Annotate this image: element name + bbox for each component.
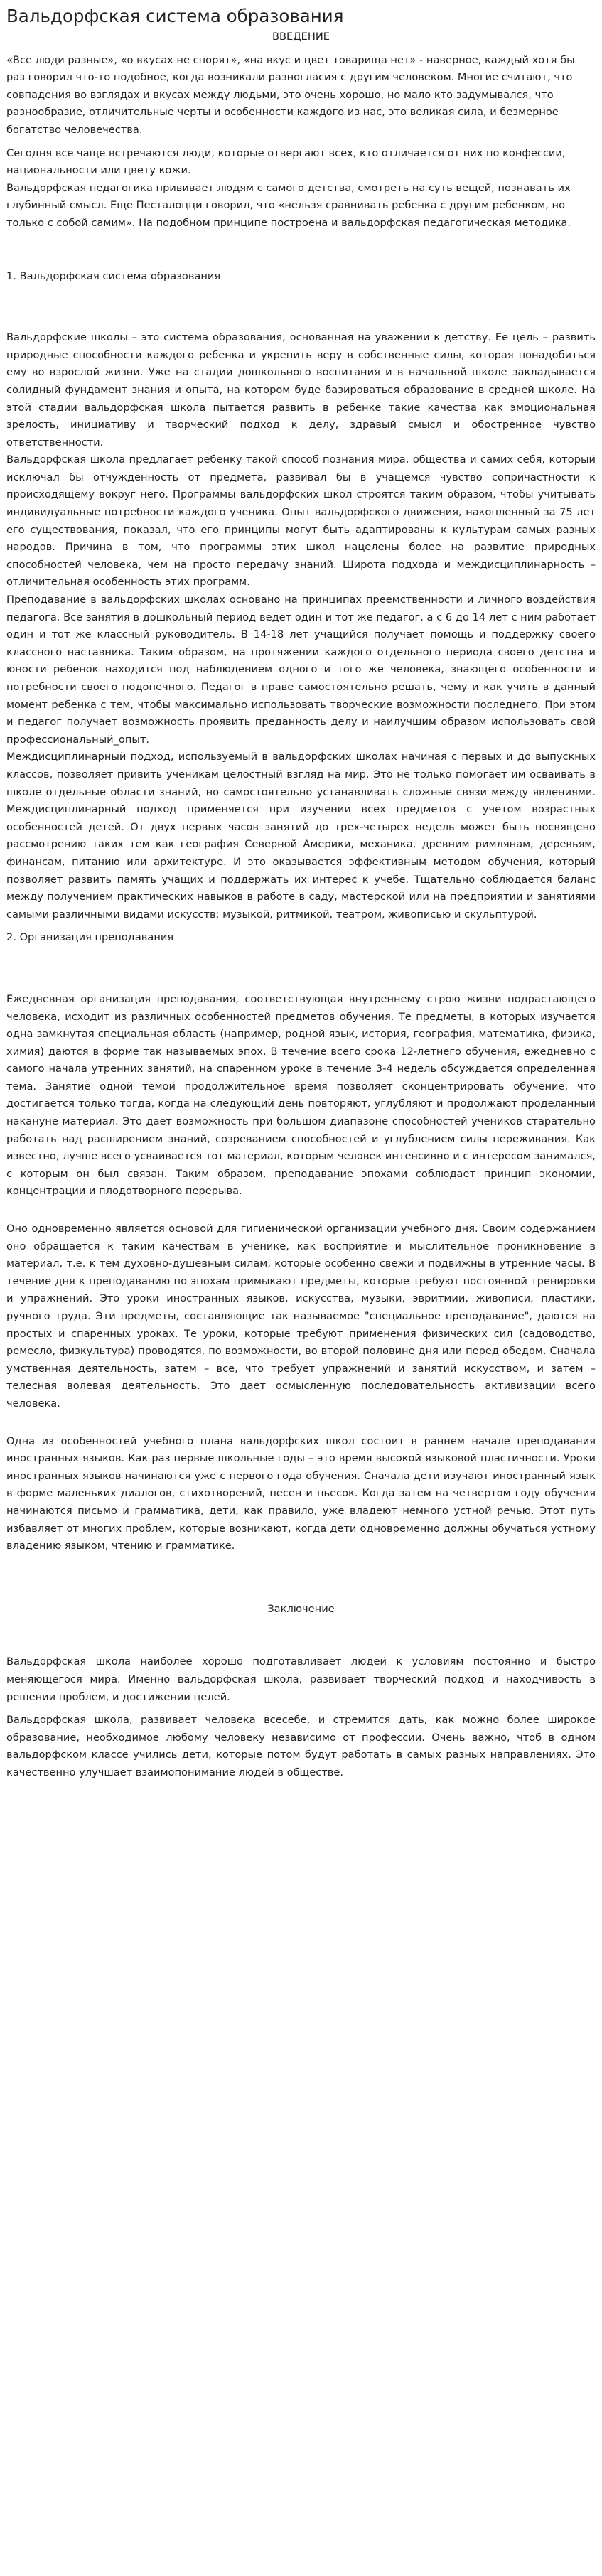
section-1-body [6,329,596,923]
intro-paragraph-1: «Все люди разные», «о вкусах не спорят», «на вкус и цвет товарища нет» - наверное, каждый хотя бы раз говорил что-то подобное, когда возникали разногласия с другим человеком. Многие считают, что совпадения во взглядах и вкусах между людьми, это очень хорошо, но мало кто задумывался, что разнообразие, отличительные черты и особенности каждого из нас, это великая сила, и безмерное богатство человечества. [6,53,575,136]
section-2-paragraph-2: Оно одновременно является основой для гигиенической организации учебного дня. Своим содержанием оно обращается к таким качествам в ученике, как восприятие и мыслительное проникновение в материал, т.е. к тем духовно-душевным силам, которые особенно свежи и подвижны в утренние часы. В течение дня к преподаванию по эпохам примыкают предметы, которые требуют постоянной тренировки и упражнений. Это уроки иностранных языков, искусства, музыки, эвритмии, живописи, пластики, ручного труда. Эти предметы, составляющие так называемое "специальное преподавание", даются на простых и спаренных уроках. Те уроки, которые требуют применения физических сил (садоводство, ремесло, физкультура) проводятся, по возможности, во второй половине дня или перед обедом. Сначала умственная деятельность, затем – все, что требует упражнений и занятий искусством, и затем – телесная волевая деятельность. Это дает осмысленную последовательность активизации всего человека. [6,1223,596,1410]
section-2-body [6,991,596,1555]
conclusion-paragraph-1: Вальдорфская школа наиболее хорошо подготавливает людей к условиям постоянно и быстро меняющегося мира. Именно вальдорфская школа, развивает творческий подход и находчивость в решении проблем, и достижении целей. [6,1655,596,1703]
section-1-paragraph-2: Вальдорфская школа предлагает ребенку такой способ познания мира, общества и самих себя, который исключал бы отчужденность от предмета, развивал бы в учащемся чувство сопричастности к происходящему вокруг него. Программы вальдорфских школ строятся таким образом, чтобы учитывать индивидуальные потребности каждого ученика. Опыт вальдорфского движения, накопленный за 75 лет его существования, показал, что его принципы могут быть адаптированы к культурам самых разных народов. Причина в том, что программы этих школ нацелены более на развитие природных способностей человека, чем на просто передачу знаний. Широта подхода и междисциплинарность – отличительная особенность этих программ. [6,454,596,589]
conclusion-body [6,1653,596,1781]
intro-paragraph-2: Сегодня все чаще встречаются люди, которые отвергают всех, кто отличается от них по конфессии, национальности или цвету кожи. [6,146,566,177]
intro-heading: ВВЕДЕНИЕ [272,31,330,43]
conclusion-heading: Заключение [267,1602,335,1615]
page-title: Вальдорфская система образования [6,6,344,26]
section-2-paragraph-1: Ежедневная организация преподавания, соответствующая внутреннему строю жизни подрастающего человека, исходит из различных особенностей предметов обучения. Те предметы, в которых изучается одна замкнутая специальная область (например, родной язык, история, география, математика, физика, химия) даются в форме так называемых эпох. В течение всего срока 12-летнего обучения, ежедневно с самого начала утренних занятий, на спаренном уроке в течение 3-4 недель обсуждается определенная тема. Занятие одной темой продолжительное время позволяет сконцентрировать обучение, что достигается только тогда, когда на следующий день повторяют, углубляют и продолжают проделанный накануне материал. Это дает возможность при большом диапазоне способностей учеников старательно работать над расширением знаний, созреванием способностей и углублением силы переживания. Как известно, лучше всего усваивается тот материал, которым человек интенсивно и с интересом занимался, с которым он был связан. Таким образом, преподавание эпохами соблюдает принцип экономии, концентрации и плодотворного перерыва. [6,992,596,1198]
section-1-heading: 1. Вальдорфская система образования [6,269,221,282]
conclusion-paragraph-2: Вальдорфская школа, развивает человека всесебе, и стремится дать, как можно более широкое образование, необходимое любому человеку независимо от профессии. Очень важно, чтоб в одном вальдорфском классе учились дети, которые потом будут работать в самых разных направлениях. Это качественно улучшает взаимопонимание людей в обществе. [6,1714,596,1778]
section-2-paragraph-3: Одна из особенностей учебного плана вальдорфских школ состоит в раннем начале преподавания иностранных языков. Как раз первые школьные годы – это время высокой языковой пластичности. Уроки иностранных языков начинаются уже с первого года обучения. Сначала дети изучают иностранный язык в форме маленьких диалогов, стихотворений, песен и пьесок. Когда затем на четвертом году обучения начинаются письмо и грамматика, дети, как правило, уже владеют немного устной речью. Этот путь избавляет от многих проблем, которые возникают, когда дети одновременно должны обучаться устному владению языком, чтению и грамматике. [6,1434,596,1552]
section-1-paragraph-3: Преподавание в вальдорфских школах основано на принципах преемственности и личного воздействия педагога. Все занятия в дошкольный период ведет один и тот же педагог, а с 6 до 14 лет с ним работает один и тот же классный руководитель. В 14-18 лет учащийся получает помощь и поддержку своего классного наставника. Таким образом, на протяжении каждого отдельного периода своего детства и юности ребенок находится под наблюдением одного и того же человека, знающего особенности и потребности своего подопечного. Педагог в праве самостоятельно решать, чему и как учить в данный момент ребенка с тем, чтобы максимально использовать творческие возможности последнего. При этом и педагог получает возможность проявить преданность делу и наилучшим образом использовать свой профессиональный_опыт. [6,594,596,746]
intro-paragraph-3: Вальдорфская педагогика прививает людям с самого детства, смотреть на суть вещей, познавать их глубинный смысл. Еще Песталоцци говорил, что «нельзя сравнивать ребенка с другим ребенком, но только с собой самим». На подобном принципе построена и вальдорфская педагогическая методика. [6,181,571,229]
section-1-paragraph-4: Междисциплинарный подход, используемый в вальдорфских школах начиная с первых и до выпускных классов, позволяет привить ученикам целостный взгляд на мир. Это не только помогает им осваивать в школе отдельные области знаний, но самостоятельно устанавливать сложные связи между явлениями. Междисциплинарный подход применяется при изучении всех предметов с учетом возрастных особенностей детей. От двух первых часов занятий до трех-четырех недель может быть посвящено рассмотрению таких тем как география Северной Америки, механика, древним римлянам, деревьям, финансам, питанию или архитектуре. И это оказывается эффективным методом обучения, который позволяет развить память учащих и поддержать их интерес к учебе. Тщательно соблюдается баланс между получением практических навыков в работе в саду, мастерской или на предприятии и занятиями самыми различными видами искусств: музыкой, ритмикой, театром, живописью и скульптурой. [6,751,596,921]
section-2-heading: 2. Организация преподавания [6,931,174,944]
section-1-paragraph-1: Вальдорфские школы – это система образования, основанная на уважении к детству. Ее цель – развить природные способности каждого ребенка и укрепить веру в собственные силы, которая понадобиться ему во взрослой жизни. Уже на стадии дошкольного воспитания и в начальной школе закладывается солидный фундамент знания и опыта, на котором буде базироваться образование в средней школе. На этой стадии вальдорфская школа пытается развить в ребенке такие качества как эмоциональная зрелость, инициативу и творческий подход к делу, здравый смысл и обостренное чувство ответственности. [6,331,596,449]
